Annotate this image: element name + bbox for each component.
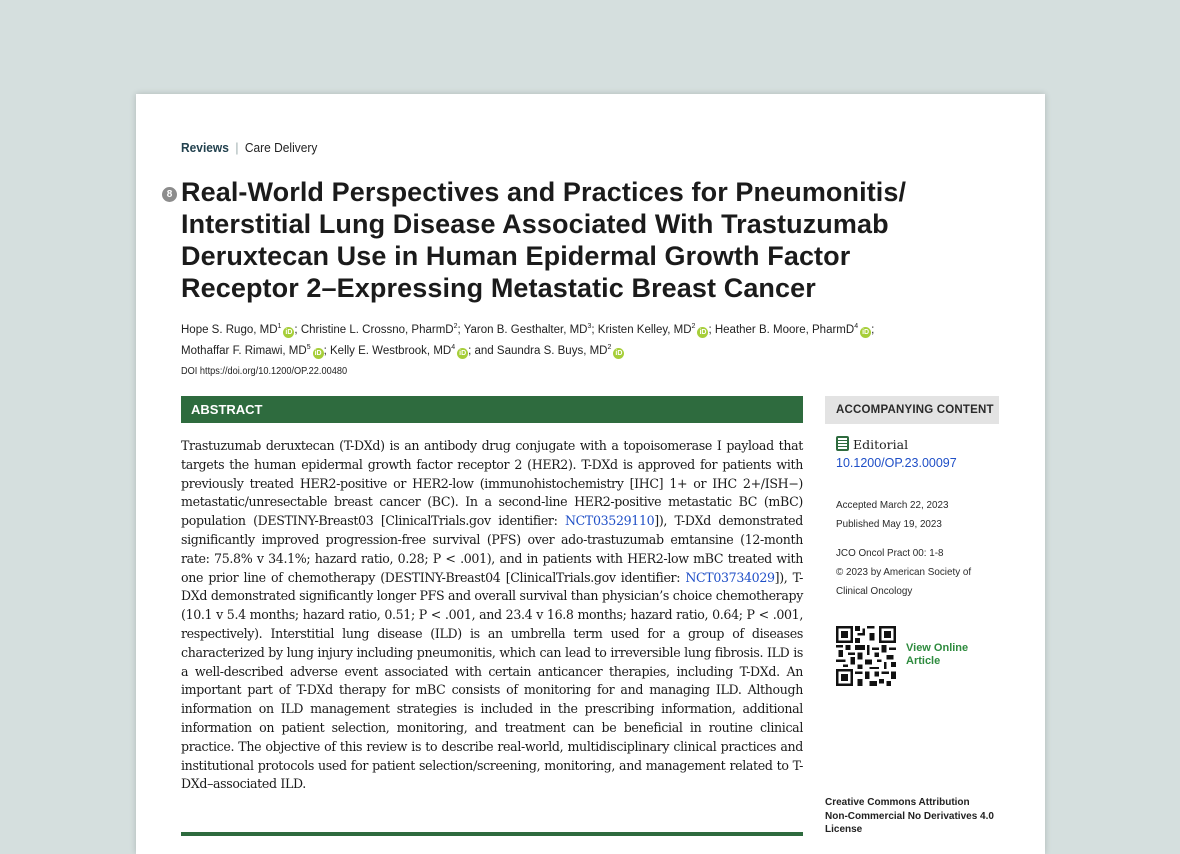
title-line: Interstitial Lung Disease Associated With Trastuzumab xyxy=(181,209,889,239)
breadcrumb-separator: | xyxy=(235,140,239,155)
abstract-segment: ]), T-DXd demonstrated significantly longer PFS and overall survival than physician’s choice chemotherapy (10.1 v 5.4 months; hazard ratio, 0.51; P < .001, and 23.4 v 16.8 months; hazard ratio, 0.64; P < .001, respectively). Interstitial lung disease (ILD) is an umbrella term used for a group of diseases characterized by lung injury including pneumonitis, which can lead to irreversible lung fibrosis. ILD is a well-described adverse event associated with certain anticancer therapies, including T-DXd. An important part of T-DXd therapy for mBC consists of monitoring for and managing ILD. Although information on ILD management strategies is included in the prescribing information, additional information on patient selection, monitoring, and treatment can be beneficial in routine clinical practice. The objective of this review is to describe real-world, multidisciplinary clinical practices and institutional protocols used for patient selection/screening, monitoring, and management related to T-DXd–associated ILD. xyxy=(181,569,803,792)
orcid-icon[interactable]: iD xyxy=(314,349,322,357)
title-line: Deruxtecan Use in Human Epidermal Growth Factor xyxy=(181,241,851,271)
author[interactable]: Yaron B. Gesthalter, $MD^3$ xyxy=(463,323,592,336)
trial-link[interactable]: NCT03734029 xyxy=(685,569,775,585)
author[interactable]: Christine L. Crossno, PharmD$^2$ xyxy=(300,323,458,336)
copyright-line: Clinical Oncology xyxy=(836,585,913,597)
author[interactable]: Kristen Kelley, $MD^2$ xyxy=(597,323,696,336)
abstract-heading: ABSTRACT xyxy=(181,396,803,423)
title-line: Receptor 2–Expressing Metastatic Breast Cancer xyxy=(181,273,816,303)
breadcrumb-section[interactable]: Reviews xyxy=(181,140,229,155)
orcid-icon[interactable]: iD xyxy=(285,328,293,336)
article-page xyxy=(136,94,1045,854)
document-icon xyxy=(836,436,849,451)
accompanying-content-heading: ACCOMPANYING CONTENT xyxy=(825,396,999,424)
abstract-segment: Trastuzumab deruxtecan (T-DXd) is an antibody drug conjugate with a topoisomerase I payload that targets the human epidermal growth factor receptor 2 (HER2). T-DXd is approved for patients with previously treated HER2-positive or HER2-low (immunohistochemistry [IHC] 1+ or IHC 2+/ISH−) metastatic/unresectable breast cancer (BC). In a second-line HER2-positive metastatic BC (mBC) population (DESTINY-Breast03 [ClinicalTrials.gov identifier: xyxy=(181,438,803,529)
breadcrumb-category[interactable]: Care Delivery xyxy=(244,140,318,155)
orcid-icon[interactable]: iD xyxy=(699,328,707,336)
trial-link[interactable]: NCT03529110 xyxy=(564,513,655,529)
title-line: Real-World Perspectives and Practices for Pneumonitis/ xyxy=(181,177,907,207)
view-online-link[interactable]: View Online Article xyxy=(906,642,969,667)
qr-code-icon[interactable] xyxy=(836,626,896,686)
editorial-doi-link[interactable]: 10.1200/OP.23.00097 xyxy=(836,456,957,470)
orcid-icon[interactable]: iD xyxy=(615,349,623,357)
author[interactable]: Saundra S. Buys, $MD^2$ xyxy=(496,343,612,357)
article-title xyxy=(181,176,1001,304)
license-text[interactable]: Creative Commons Attribution Non-Commercial No Derivatives 4.0 License xyxy=(825,797,994,835)
abstract-divider xyxy=(181,832,803,836)
author-line: Mothaffar F. Rimawi, $MD^5iD$ ; Kelly E. Westbrook, $MD^4iD$ ; and Saundra S. Buys, $MD^2iD$ xyxy=(181,343,623,357)
abstract-text xyxy=(181,437,803,794)
author[interactable]: Heather B. Moore, PharmD$^4$ xyxy=(714,323,859,336)
author[interactable]: Hope S. Rugo, $MD^1$ xyxy=(181,323,282,336)
author[interactable]: Kelly E. Westbrook, $MD^4$ xyxy=(330,343,456,357)
open-access-icon: 8 xyxy=(162,187,177,202)
editorial-label: Editorial xyxy=(853,437,909,452)
abstract-segment: ]), T-DXd demonstrated significantly improved progression-free survival (PFS) over ado-trastuzumab emtansine (12-month rate: 75.8% v 34.1%; hazard ratio, 0.28; P < .001), and in patients with HER2-low mBC treated with one prior line of chemotherapy (DESTINY-Breast04 [ClinicalTrials.gov identifier: xyxy=(181,513,803,585)
orcid-icon[interactable]: iD xyxy=(459,349,467,357)
breadcrumb xyxy=(181,140,317,155)
author-list xyxy=(181,318,1001,360)
journal-info xyxy=(836,544,996,601)
accepted-date: Accepted March 22, 2023 xyxy=(836,499,949,511)
author-line: Hope S. Rugo, $MD^1iD$ ; Christine L. Crossno, PharmD$^2$; Yaron B. Gesthalter, $MD^3$; Kristen Kelley, $MD^2iD$ ; Heather B. Moore, PharmD$^4$iD ; xyxy=(181,323,875,336)
doi-line[interactable]: DOI https://doi.org/10.1200/OP.22.00480 xyxy=(181,366,348,377)
author[interactable]: Mothaffar F. Rimawi, $MD^5$ xyxy=(181,343,311,357)
published-date: Published May 19, 2023 xyxy=(836,518,942,530)
orcid-icon[interactable]: iD xyxy=(862,328,870,336)
journal-citation: JCO Oncol Pract 00: 1-8 xyxy=(836,547,944,559)
editorial-link[interactable] xyxy=(836,436,996,472)
publication-dates xyxy=(836,496,996,534)
copyright-line: © 2023 by American Society of xyxy=(836,566,972,578)
